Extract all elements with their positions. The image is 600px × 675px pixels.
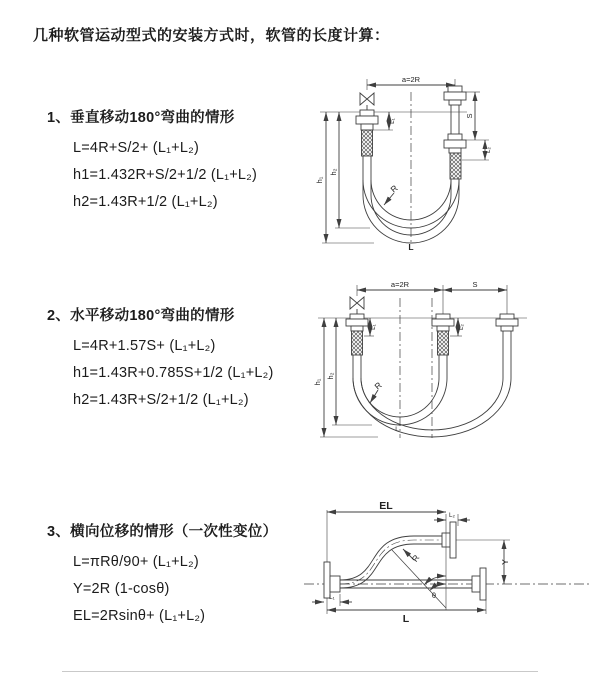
formula-line: L=πRθ/90+ (L₁+L₂): [73, 554, 199, 570]
dim-label-theta: θ: [431, 591, 437, 600]
formula-line: L=4R+1.57S+ (L₁+L₂): [73, 338, 216, 354]
formula-line: h2=1.43R+S/2+1/2 (L₁+L₂): [73, 392, 249, 408]
dim-label-el: EL: [379, 500, 393, 512]
flange-right-lower: [472, 568, 486, 600]
section-heading: 1、垂直移动180°弯曲的情形: [47, 110, 235, 126]
dim-label-a2r: a=2R: [401, 75, 421, 84]
diagram-vertical-180-bend: [312, 72, 577, 254]
dim-label-h2: h₂: [326, 372, 335, 380]
formula-block: [73, 333, 274, 414]
dim-label-h2: h₂: [329, 168, 338, 176]
braided-hose-section: [352, 331, 363, 355]
dim-label-l2: L₂: [458, 324, 465, 330]
formula-line: L=4R+S/2+ (L₁+L₂): [73, 140, 199, 156]
angle-arc: [430, 584, 446, 591]
flange-fitting-left: [356, 110, 378, 130]
flange-fitting-left: [346, 314, 368, 331]
valve-icon: [350, 297, 364, 314]
formula-block: [73, 135, 257, 216]
diagram-horizontal-180-bend: [312, 278, 587, 450]
dim-label-l: L: [402, 613, 410, 625]
section-2: [47, 304, 274, 414]
dim-label-r: R: [372, 379, 384, 392]
page-title: 几种软管运动型式的安装方式时，软管的长度计算：: [33, 27, 390, 44]
formula-block: [73, 549, 277, 630]
dim-label-l2: L₂: [485, 147, 492, 153]
flange-fitting-right: [496, 314, 518, 331]
dim-label-l1: L₁: [370, 324, 377, 330]
flange-fitting-middle: [432, 314, 454, 331]
dim-label-y: Y: [500, 559, 510, 565]
formula-line: h1=1.43R+0.785S+1/2 (L₁+L₂): [73, 365, 274, 381]
formula-line: h2=1.43R+1/2 (L₁+L₂): [73, 194, 218, 210]
dim-label-h1: h₁: [313, 378, 322, 386]
dim-label-s: S: [472, 280, 478, 289]
dim-label-s: S: [465, 113, 474, 119]
dim-label-l1: L₁: [329, 594, 335, 601]
dim-label-l: L: [408, 242, 414, 252]
formula-line: EL=2Rsinθ+ (L₁+L₂): [73, 608, 206, 624]
radius-leader: [370, 390, 378, 403]
braided-hose-section: [438, 331, 449, 355]
radius-leader: [384, 193, 394, 205]
formula-line: h1=1.432R+S/2+1/2 (L₁+L₂): [73, 167, 258, 183]
dim-label-l2: L₂: [449, 512, 455, 519]
dim-label-a2r: a=2R: [390, 280, 410, 289]
dim-label-l1: L₁: [389, 118, 396, 124]
flange-right-upper: [442, 522, 456, 558]
dim-label-r: R: [409, 552, 422, 564]
section-heading: 2、水平移动180°弯曲的情形: [47, 308, 235, 324]
dim-label-r: R: [388, 182, 400, 195]
diagram-lateral-displacement: [298, 496, 598, 648]
section-heading: 3、横向位移的情形（一次性变位）: [47, 524, 278, 540]
dim-label-h1: h₁: [315, 176, 324, 184]
flange-fitting-right-lower: [444, 134, 466, 153]
braided-hose-section: [450, 153, 461, 179]
section-1: [47, 106, 257, 216]
flange-fitting-right-upper: [444, 86, 466, 105]
dim-label-l: L: [395, 426, 399, 433]
braided-hose-section: [362, 130, 373, 156]
flange-left: [324, 562, 340, 598]
formula-line: Y=2R (1-cosθ): [73, 581, 170, 597]
page-bottom-edge: [62, 671, 538, 672]
valve-icon: [360, 93, 374, 110]
section-3: [47, 520, 277, 630]
